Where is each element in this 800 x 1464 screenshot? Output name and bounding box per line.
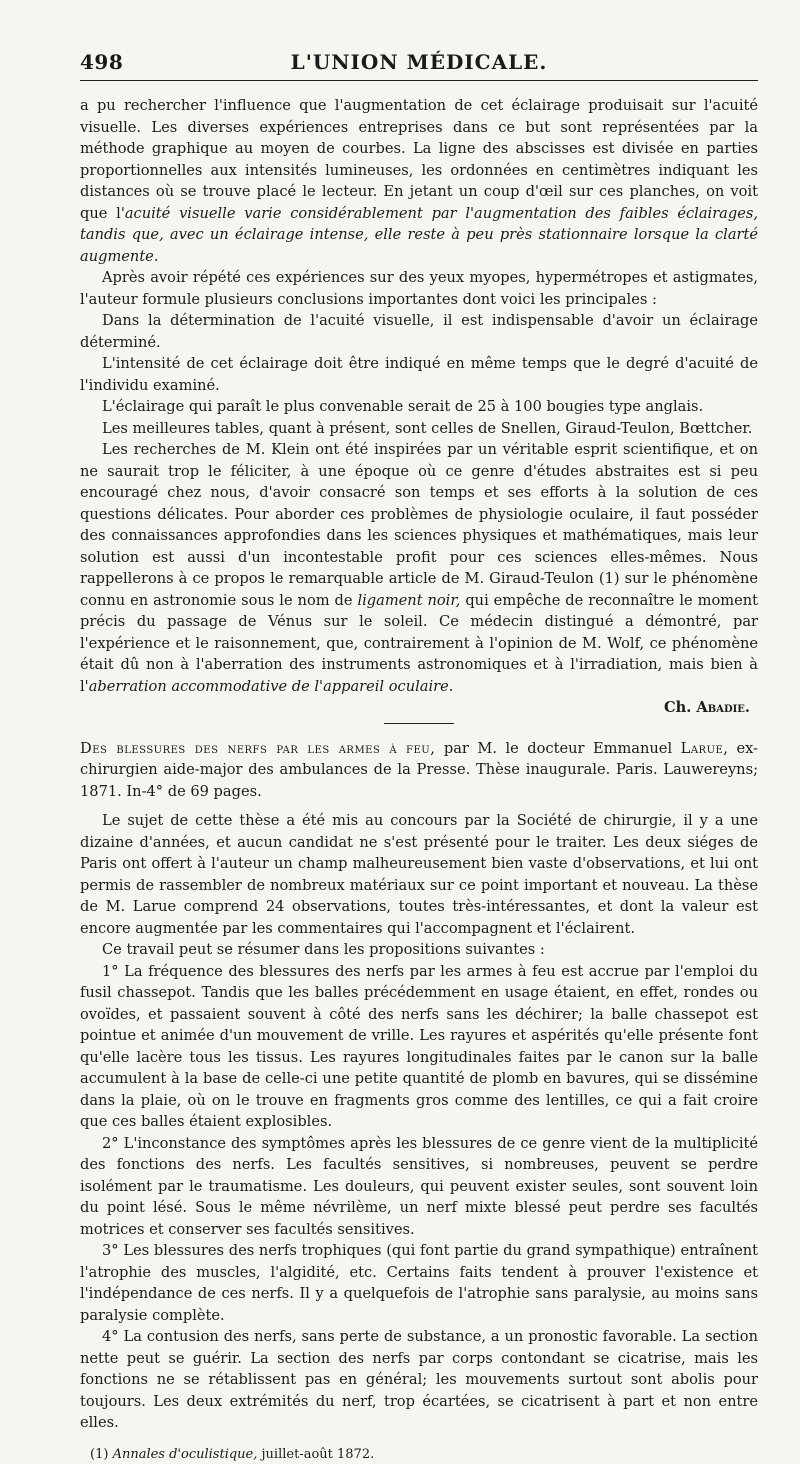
review-heading: Des blessures des nerfs par les armes à feu, par M. le docteur Emmanuel Larue, ex-chirurgien aide-major des ambulances de la Presse. Thèse inaugurale. Paris. Lauwereyns; 1871. In-4° de 69 pages.: [80, 739, 758, 800]
paragraph: Les meilleures tables, quant à présent, sont celles de Snellen, Giraud-Teulon, Bœttcher.: [102, 419, 753, 437]
paragraph: 3° Les blessures des nerfs trophiques (qui font partie du grand sympathique) entraînent l'atrophie des muscles, l'algidité, etc. Certains faits tendent à prouver l'existence et l'indépendance de ces nerfs. Il y a quelquefois de l'atrophie sans paralysie, au moins sans paralysie complète.: [80, 1242, 758, 1324]
paragraph: a pu rechercher l'influence que l'augmentation de cet éclairage produisait sur l'acuité visuelle. Les diverses expériences entreprises dans ce but sont représentées par la méthode graphique au moyen de courbes. La ligne des abscisses est divisée en parties proportionnelles aux intensités lumineuses, les ordonnées en centimètres indiquant les distances où se trouve placé le lecteur. En jetant un coup d'œil sur ces planches, on voit que l'acuité visuelle varie considérablement par l'augmentation des faibles éclairages, tandis que, avec un éclairage intense, elle reste à peu près stationnaire lorsque la clarté augmente.: [80, 97, 758, 265]
emphasis: ligament noir,: [357, 591, 461, 609]
emphasis: aberration accommodative de l'appareil oculaire.: [88, 677, 454, 695]
paragraph: Ce travail peut se résumer dans les propositions suivantes :: [102, 941, 545, 958]
page-number: 498: [80, 50, 124, 74]
paragraph: 2° L'inconstance des symptômes après les blessures de ce genre vient de la multiplicité des fonctions des nerfs. Les facultés sensitives, si nombreuses, peuvent se perdre isolément par le traumatisme. Les douleurs, qui peuvent exister seules, sont souvent loin du point lésé. Sous le même névrilème, un nerf mixte blessé peut perdre ses facultés motrices et conserver ses facultés sensitives.: [80, 1134, 758, 1238]
footnote: (1) Annales d'oculistique, juillet-août 1872.: [90, 1446, 375, 1462]
paragraph: 1° La fréquence des blessures des nerfs par les armes à feu est accrue par l'emploi du fusil chassepot. Tandis que les balles précédemment en usage étaient, en effet, rondes ou ovoïdes, et passaient souvent à côté des nerfs sans les déchirer; la balle chassepot est pointue et animée d'un mouvement de vrille. Les rayures et aspérités qu'elle présente font qu'elle lacère tous les tissus. Les rayures longitudinales faites par le canon sur la balle accumulent à la base de celle-ci une petite quantité de plomb en bavures, qui se dissémine dans la plaie, où on le trouve en fragments gros comme des lentilles, ce qui a fait croire que ces balles étaient explosibles.: [80, 962, 758, 1130]
running-title: L'UNION MÉDICALE.: [290, 50, 548, 74]
paragraph: 4° La contusion des nerfs, sans perte de substance, a un pronostic favorable. La section nette peut se guérir. La section des nerfs par corps contondant se cicatrise, mais les fonctions ne se rétablissent pas en général; les mouvements surtout sont abolis pour toujours. Les deux extrémités du nerf, trop écartées, se cicatrisent à part et non entre elles.: [80, 1328, 758, 1431]
paragraph: Le sujet de cette thèse a été mis au concours par la Société de chirurgie, il y a une dizaine d'années, et aucun candidat ne s'est présenté pour le traiter. Les deux siéges de Paris ont offert à l'auteur un champ malheureusement bien vaste d'observations, et lui ont permis de rassembler de nombreux matériaux sur ce point important et nouveau. La thèse de M. Larue comprend 24 observations, toutes très-intéressantes, et dont la valeur est encore augmentée par les commentaires qui l'accompagnent et l'éclairent.: [80, 812, 758, 937]
page-header: [80, 50, 758, 81]
paragraph: Les recherches de M. Klein ont été inspirées par un véritable esprit scientifique, et on ne saurait trop le féliciter, à une époque où ce genre d'études abstraites est si peu encouragé chez nous, d'avoir consacré son temps et ses efforts à la solution de ces questions délicates. Pour aborder ces problèmes de physiologie oculaire, il faut posséder des connaissances approfondies dans les sciences physiques et mathématiques, mais leur solution est aussi d'un incontestable profit pour ces sciences elles-mêmes. Nous rappellerons à ce propos le remarquable article de M. Giraud-Teulon (1) sur le phénomène connu en astronomie sous le nom de ligament noir, qui empêche de reconnaître le moment précis du passage de Vénus sur le soleil. Ce médecin distingué a démontré, par l'expérience et le raisonnement, que, contrairement à l'opinion de M. Wolf, ce phénomène était dû non à l'aberration des instruments astronomiques et à l'irradiation, mais bien à l'aberration accommodative de l'appareil oculaire.: [80, 441, 758, 695]
paragraph: L'éclairage qui paraît le plus convenable serait de 25 à 100 bougies type anglais.: [102, 398, 704, 415]
emphasis: acuité visuelle varie considérablement par l'augmentation des faibles éclairages, tandis que, avec un éclairage intense, elle reste à peu près stationnaire lorsque la clarté augmente.: [80, 204, 758, 265]
paragraph: L'intensité de cet éclairage doit être indiqué en même temps que le degré d'acuité de l'individu examiné.: [80, 355, 758, 394]
author-signature: Ch. Abadie.: [664, 699, 750, 716]
book-review: [80, 738, 758, 1434]
paragraph: Après avoir répété ces expériences sur des yeux myopes, hypermétropes et astigmates, l'auteur formule plusieurs conclusions importantes dont voici les principales :: [80, 269, 758, 308]
article-continuation: [80, 95, 758, 719]
paragraph: Dans la détermination de l'acuité visuelle, il est indispensable d'avoir un éclairage déterminé.: [80, 312, 758, 351]
section-divider: [384, 723, 454, 724]
